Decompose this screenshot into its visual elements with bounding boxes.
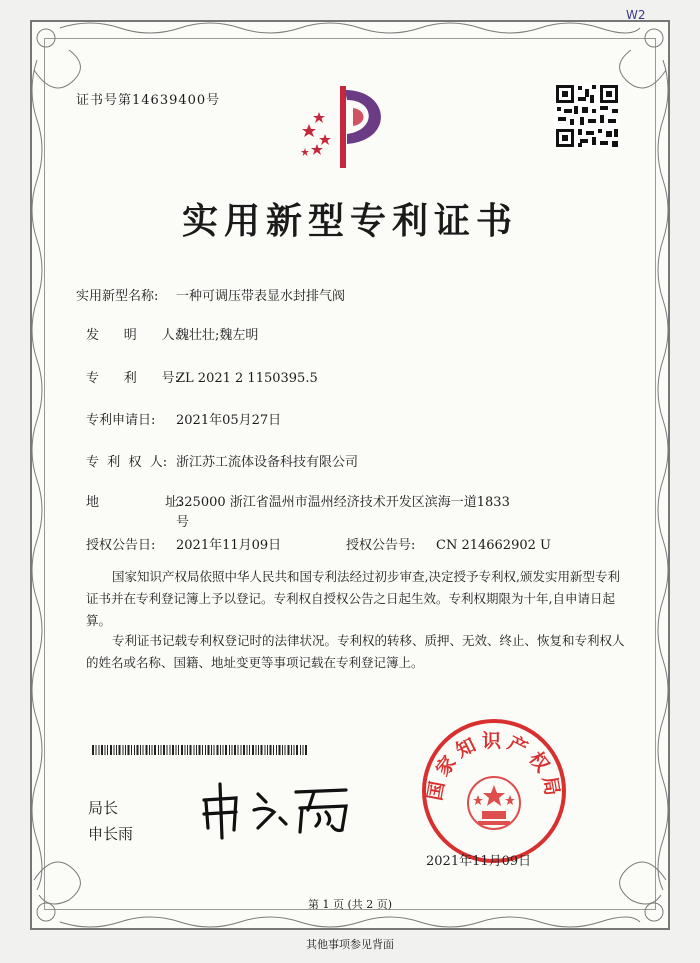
page-indicator: 第 1 页 (共 2 页) (307, 898, 393, 911)
corner-handwritten-note: W2 (626, 8, 646, 22)
certificate-number: 证书号第14639400号 (76, 93, 221, 108)
inventor-row (86, 324, 258, 343)
grant-number-label: 授权公告号: (346, 538, 416, 553)
filing-date-row (86, 409, 281, 428)
utility-model-name-row (76, 285, 345, 304)
address-value-line2: 号 (176, 515, 190, 530)
statement-paragraph-2: 专利证书记载专利权登记时的法律状况。专利权的转移、质押、无效、终止、恢复和专利权人的姓名或名称、国籍、地址变更等事项记载在专利登记簿上。 (86, 633, 625, 670)
address-label: 地 址: (86, 495, 183, 510)
filing-date-label: 专利申请日: (86, 413, 156, 428)
inventor-label: 发 明 人: (86, 328, 179, 343)
qr-code (554, 83, 620, 149)
grant-date-row (86, 534, 281, 553)
grant-number-row (346, 534, 551, 553)
patentee-row (86, 451, 358, 470)
inventor-value: 魏壮壮;魏左明 (176, 328, 259, 343)
patent-number-label: 专 利 号: (86, 371, 179, 386)
signatory-name: 申长雨 (88, 825, 134, 843)
handwritten-signature (196, 780, 356, 840)
grant-date-value: 2021年11月09日 (176, 538, 282, 553)
patent-number-row (86, 367, 318, 386)
page-title: 实用新型专利证书 (181, 201, 518, 242)
barcode (92, 745, 310, 755)
patentee-label: 专 利 权 人: (86, 455, 168, 470)
patent-number-value: ZL 2021 2 1150395.5 (176, 371, 318, 386)
patentee-value: 浙江苏工流体设备科技有限公司 (176, 455, 359, 470)
address-row (86, 491, 510, 510)
cnipa-logo-icon (295, 82, 400, 172)
seal-text: 国家知识产权局 (423, 730, 565, 803)
seal-date: 2021年11月09日 (426, 854, 532, 869)
grant-date-label: 授权公告日: (86, 538, 156, 553)
filing-date-value: 2021年05月27日 (176, 413, 282, 428)
utility-model-name-label: 实用新型名称: (76, 289, 159, 304)
grant-number-value: CN 214662902 U (436, 538, 551, 553)
statement-paragraph-1: 国家知识产权局依照中华人民共和国专利法经过初步审查,决定授予专利权,颁发实用新型专利证书并在专利登记簿上予以登记。专利权自授权公告之日起生效。专利权期限为十年,自申请日起算。 (86, 569, 620, 628)
utility-model-name-value: 一种可调压带表显水封排气阀 (176, 289, 346, 304)
signatory-title: 局长 (88, 799, 119, 817)
back-note: 其他事项参见背面 (306, 938, 394, 951)
address-value-line1: 325000 浙江省温州市温州经济技术开发区滨海一道1833 (176, 495, 510, 510)
official-seal (420, 717, 568, 865)
